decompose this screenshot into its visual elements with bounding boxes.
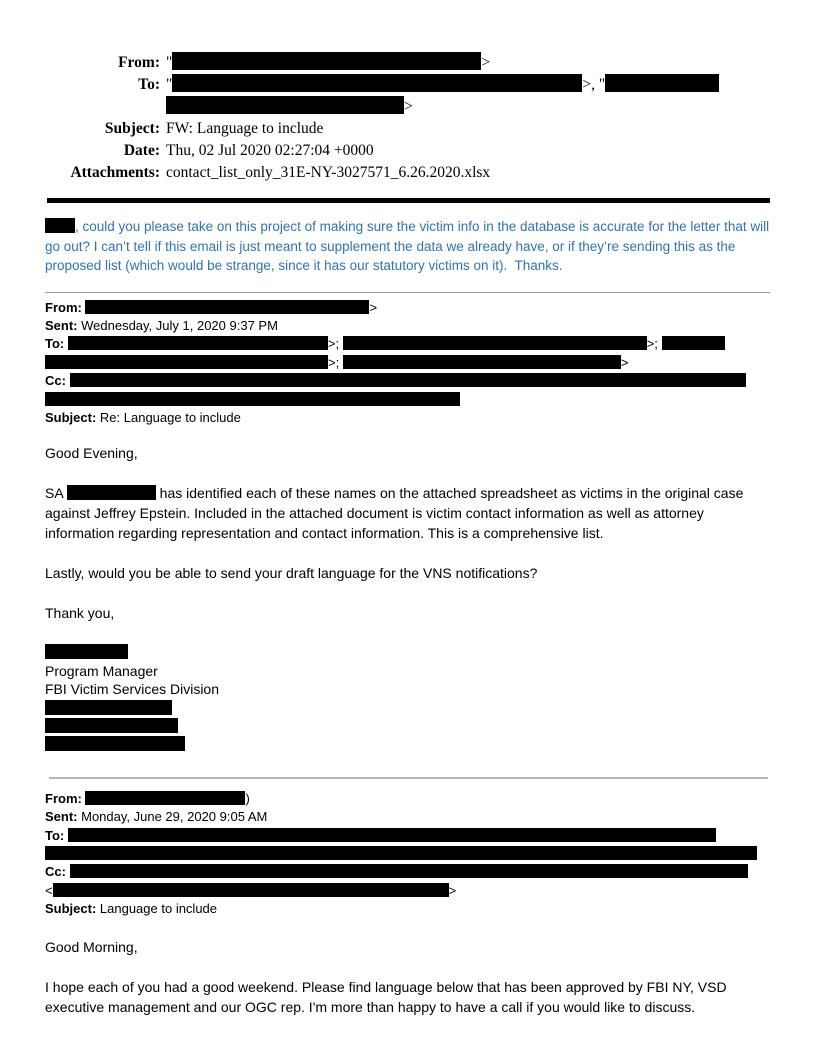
field-label: Subject: bbox=[45, 409, 97, 425]
text-run: Good Evening, bbox=[45, 445, 138, 462]
attachments-label: Attachments: bbox=[70, 164, 160, 181]
text-run: Thu, 02 Jul 2020 02:27:04 +0000 bbox=[166, 142, 374, 159]
text-run: Language to include bbox=[96, 901, 218, 917]
text-line bbox=[45, 623, 771, 643]
quoted-email-1-header bbox=[45, 299, 771, 428]
attachments-row bbox=[45, 162, 771, 184]
text-run: against Jeffrey Epstein. Included in the attached document is victim contact information as well as attorney bbox=[45, 505, 704, 522]
text-line bbox=[45, 997, 771, 1017]
text-run: Thank you, bbox=[45, 605, 115, 622]
quoted-email-1-signature bbox=[45, 643, 771, 753]
text-run: < bbox=[45, 882, 53, 898]
text-run: Program Manager bbox=[45, 662, 158, 679]
redaction-box bbox=[45, 846, 757, 860]
text-run: executive management and our OGC rep. I'm more than happy to have a call if you would like to discuss. bbox=[45, 998, 696, 1015]
text-run: >, " bbox=[582, 76, 606, 93]
text-run: go out? I can’t tell if this email is just meant to supplement the data we already have, or if they’re sending this as the bbox=[45, 238, 736, 254]
email-top-header bbox=[45, 52, 771, 184]
field-label: Sent: bbox=[45, 317, 78, 333]
text-run: Wednesday, July 1, 2020 9:37 PM bbox=[77, 317, 278, 333]
redaction-box bbox=[172, 74, 582, 92]
to-row-continuation bbox=[45, 96, 771, 118]
text-run: > bbox=[448, 882, 457, 898]
text-line bbox=[45, 463, 771, 483]
text-run: Good Morning, bbox=[45, 938, 138, 955]
redaction-box bbox=[45, 644, 128, 659]
quoted-email-1-body bbox=[45, 443, 771, 643]
text-run: Lastly, would you be able to send your draft language for the VNS notifications? bbox=[45, 565, 538, 582]
text-line bbox=[45, 827, 771, 845]
text-line bbox=[45, 335, 771, 353]
text-run: > bbox=[620, 354, 629, 370]
empty-label bbox=[45, 96, 160, 118]
text-line bbox=[45, 699, 771, 717]
text-run: > bbox=[404, 98, 413, 115]
redaction-box bbox=[85, 791, 245, 805]
text-line bbox=[45, 543, 771, 563]
redaction-box bbox=[68, 828, 716, 842]
redaction-box bbox=[70, 373, 746, 387]
attachment-filename bbox=[166, 162, 490, 184]
field-label: Sent: bbox=[45, 809, 78, 825]
field-label: Cc: bbox=[45, 864, 66, 880]
redaction-box bbox=[662, 336, 725, 350]
from-row bbox=[45, 52, 771, 74]
text-line bbox=[45, 317, 771, 335]
text-run: >; bbox=[328, 354, 343, 370]
redaction-box bbox=[343, 355, 621, 369]
subject-label: Subject: bbox=[104, 120, 160, 137]
divider-line-2 bbox=[49, 777, 768, 779]
text-line bbox=[45, 563, 771, 583]
text-run: information regarding representation and contact information. This is a comprehensive list. bbox=[45, 525, 604, 542]
text-line bbox=[45, 790, 771, 808]
text-line bbox=[45, 583, 771, 603]
text-line bbox=[45, 882, 771, 900]
quoted-email-2-body bbox=[45, 937, 771, 1017]
text-line bbox=[45, 217, 771, 237]
to-value bbox=[166, 74, 719, 96]
text-line bbox=[45, 443, 771, 463]
text-line bbox=[45, 299, 771, 317]
text-run: FW: Language to include bbox=[166, 120, 324, 137]
redaction-box bbox=[45, 700, 172, 715]
text-line bbox=[45, 717, 771, 735]
field-label: Subject: bbox=[45, 901, 97, 917]
to-row bbox=[45, 74, 771, 96]
text-run: " bbox=[166, 54, 173, 71]
text-run: proposed list (which would be strange, since it has our statutory victims on it). Thanks. bbox=[45, 258, 563, 273]
field-label: From: bbox=[45, 299, 82, 315]
redaction-box bbox=[45, 218, 75, 233]
text-run: Re: Language to include bbox=[96, 409, 241, 425]
text-run: ) bbox=[245, 790, 250, 806]
to-label: To: bbox=[138, 76, 160, 93]
quoted-email-2-header bbox=[45, 790, 771, 919]
text-run: >; bbox=[646, 336, 662, 352]
divider-line-1 bbox=[45, 292, 770, 293]
text-run: >; bbox=[327, 336, 343, 352]
subject-row bbox=[45, 118, 771, 140]
field-label: Cc: bbox=[45, 373, 66, 389]
forward-note bbox=[45, 217, 771, 276]
field-label: From: bbox=[45, 790, 82, 806]
text-run: " bbox=[166, 76, 173, 93]
text-run: has identified each of these names on the attached spreadsheet as victims in the original case bbox=[155, 485, 744, 502]
redaction-box bbox=[166, 96, 404, 114]
text-line bbox=[45, 643, 771, 661]
text-line bbox=[45, 808, 771, 826]
text-run: Monday, June 29, 2020 9:05 AM bbox=[77, 809, 268, 825]
text-line bbox=[45, 735, 771, 753]
text-run: I hope each of you had a good weekend. Please find language below that has been approved by FBI NY, VSD bbox=[45, 978, 727, 995]
redaction-box bbox=[45, 392, 460, 406]
black-separator-bar bbox=[47, 198, 770, 203]
redaction-box bbox=[68, 336, 328, 350]
redaction-box bbox=[45, 736, 185, 751]
field-label: To: bbox=[45, 827, 65, 843]
text-line bbox=[45, 680, 771, 698]
to-value-continuation bbox=[166, 96, 413, 118]
text-run: > bbox=[481, 54, 491, 71]
text-line bbox=[45, 391, 771, 409]
text-line bbox=[45, 937, 771, 957]
redaction-box bbox=[45, 355, 328, 369]
text-line bbox=[45, 256, 771, 276]
text-line bbox=[45, 483, 771, 503]
redaction-box bbox=[85, 300, 369, 314]
redaction-box bbox=[67, 485, 156, 500]
date-label: Date: bbox=[123, 142, 160, 159]
field-label: To: bbox=[45, 336, 65, 352]
text-line bbox=[45, 372, 771, 390]
text-line bbox=[45, 977, 771, 997]
text-run: contact_list_only_31E-NY-3027571_6.26.2020.xlsx bbox=[166, 164, 491, 181]
date-value bbox=[166, 140, 374, 162]
text-line bbox=[45, 503, 771, 523]
redaction-box bbox=[45, 718, 178, 733]
subject-value bbox=[166, 118, 323, 140]
text-run: FBI Victim Services Division bbox=[45, 681, 220, 698]
text-line bbox=[45, 409, 771, 427]
text-line bbox=[45, 237, 771, 257]
text-line bbox=[45, 662, 771, 680]
text-run: , could you please take on this project of making sure the victim info in the database is accurate for the letter that will bbox=[75, 219, 770, 234]
text-run: > bbox=[369, 299, 378, 315]
text-line bbox=[45, 900, 771, 918]
text-line bbox=[45, 523, 771, 543]
redaction-box bbox=[343, 336, 647, 350]
text-run: SA bbox=[45, 485, 67, 502]
from-value bbox=[166, 52, 490, 74]
text-line bbox=[45, 863, 771, 881]
text-line bbox=[45, 354, 771, 372]
redaction-box bbox=[605, 74, 719, 92]
redaction-box bbox=[172, 52, 481, 70]
redaction-box bbox=[70, 864, 748, 878]
redaction-box bbox=[53, 883, 449, 897]
date-row bbox=[45, 140, 771, 162]
from-label: From: bbox=[118, 54, 160, 71]
text-line bbox=[45, 957, 771, 977]
text-line bbox=[45, 603, 771, 623]
text-line bbox=[45, 845, 771, 863]
